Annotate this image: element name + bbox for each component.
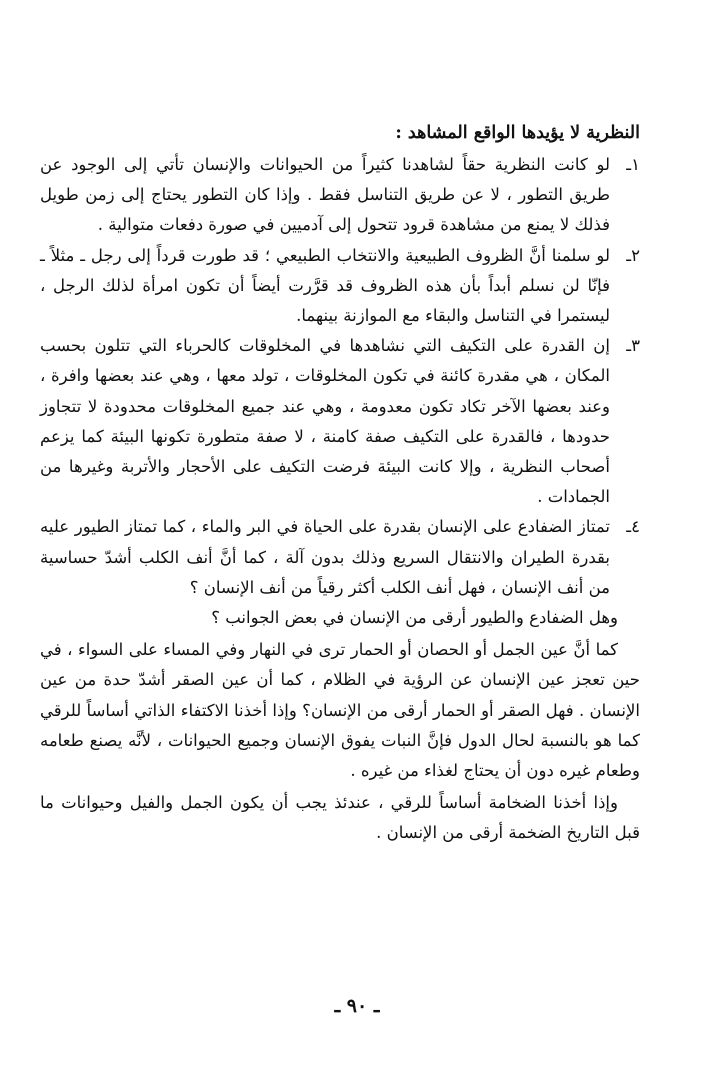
page-body <box>40 118 640 849</box>
list-item-text: تمتاز الضفادع على الإنسان بقدرة على الحياة في البر والماء ، كما تمتاز الطيور عليه بقدرة الطيران والانتقال السريع وذلك بدون آلة ، كما أنَّ أنف الكلب أشدّ حساسية من أنف الإنسان ، فهل أنف الكلب أكثر رقياً من أنف الإنسان ؟ <box>40 517 610 597</box>
list-item-number: ٢ـ <box>626 245 640 265</box>
list-item-text: لو كانت النظرية حقاً لشاهدنا كثيراً من الحيوانات والإنسان تأتي إلى الوجود عن طريق التطور ، لا عن طريق التناسل فقط . وإذا كان التطور يحتاج إلى زمن طويل فذلك لا يمنع من مشاهدة قرود تتحول إلى آدميين في صورة دفعات متوالية . <box>40 155 610 235</box>
page-number: ـ ٩٠ ـ <box>334 995 380 1017</box>
paragraph: وهل الضفادع والطيور أرقى من الإنسان في بعض الجوانب ؟ <box>211 608 618 628</box>
list-item <box>40 241 640 332</box>
list-item <box>40 331 640 512</box>
section-heading: النظرية لا يؤيدها الواقع المشاهد : <box>395 123 640 143</box>
list-item-text: لو سلمنا أنَّ الظروف الطبيعية والانتخاب الطبيعي ؛ قد طورت قرداً إلى رجل ـ مثلاً ـ فإنّا لن نسلم أبداً بأن هذه الظروف قد قرَّرت أيضاً أن تكون امرأة لذلك الرجل ، ليستمرا في التناسل والبقاء مع الموازنة بينهما. <box>40 245 610 326</box>
list-item-text: إن القدرة على التكيف التي نشاهدها في المخلوقات كالحرباء التي تتلون بحسب المكان ، هي مقدرة كائنة في تكون المخلوقات ، تولد معها ، وهي عند بعضها وافرة ، وعند بعضها الآخر تكاد تكون معدومة ، وهي عند جميع المخلوقات محدودة لا تتجاوز حدودها ، فالقدرة على التكيف صفة كامنة ، لا صفة متطورة تكونها البيئة كما يزعم أصحاب النظرية ، وإلا كانت البيئة فرضت التكيف على الأحجار والأتربة وغيرها من الجمادات . <box>40 336 610 507</box>
list-item-number: ٣ـ <box>626 336 640 356</box>
list-item <box>40 512 640 603</box>
list-item-number: ٤ـ <box>626 517 640 537</box>
list-item <box>40 150 640 241</box>
list-item-number: ١ـ <box>626 155 640 174</box>
paragraph: وإذا أخذنا الضخامة أساساً للرقي ، عندئذ يجب أن يكون الجمل والفيل وحيوانات ما قبل التاريخ الضخمة أرقى من الإنسان . <box>40 793 640 843</box>
paragraph: كما أنَّ عين الجمل أو الحصان أو الحمار ترى في النهار وفي المساء على السواء ، في حين تعجز عين الإنسان عن الرؤية في الظلام ، كما أن عين الصقر أشدّ حدة من عين الإنسان . فهل الصقر أو الحمار أرقى من الإنسان؟ وإذا أخذنا الاكتفاء الذاتي أساساً للرقي كما هو بالنسبة لحال الدول فإنَّ النبات يفوق الإنسان وجميع الحيوانات ، لأنَّه يصنع طعامه وطعام غيره دون أن يحتاج لغذاء من غيره . <box>40 640 640 781</box>
